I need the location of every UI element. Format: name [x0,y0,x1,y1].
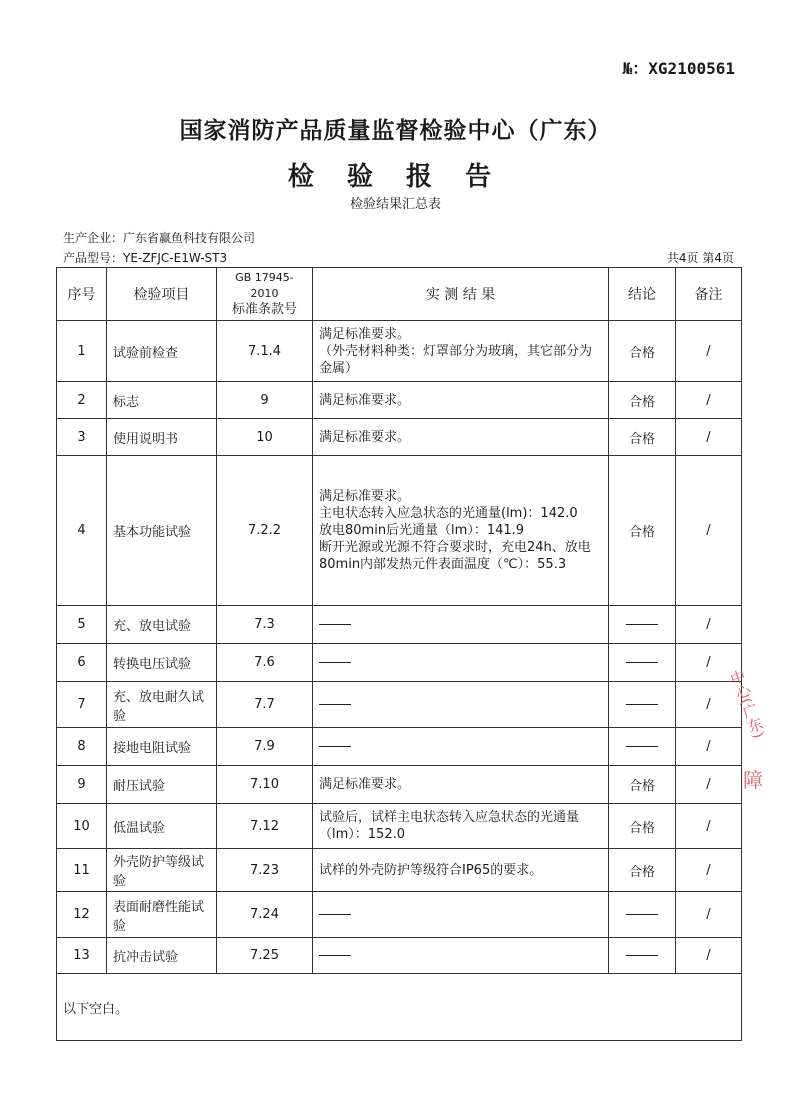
table-row [57,892,742,938]
row-conclusion [609,938,676,974]
header-standard-line1: GB 17945-2010 [235,271,294,300]
row-result: 试验后，试样主电状态转入应急状态的光通量（lm）：152.0 [313,804,609,849]
row-remark: / [676,456,742,606]
row-result [313,892,609,938]
official-seal [726,667,791,792]
row-result [313,682,609,728]
row-number: 1 [57,321,107,382]
empty-dash [626,955,658,956]
row-item: 充、放电试验 [107,606,217,644]
row-number: 13 [57,938,107,974]
row-clause: 9 [217,382,313,419]
row-result: 满足标准要求。 [313,382,609,419]
results-table [56,267,742,1041]
row-clause: 7.24 [217,892,313,938]
row-result: 满足标准要求。 （外壳材料种类：灯罩部分为玻璃，其它部分为金属） [313,321,609,382]
empty-dash [319,914,351,915]
table-row [57,606,742,644]
table-row [57,644,742,682]
report-number: №：XG2100561 [622,59,735,78]
row-item: 标志 [107,382,217,419]
row-item: 转换电压试验 [107,644,217,682]
table-header-row [57,268,742,321]
row-clause: 7.6 [217,644,313,682]
row-clause: 7.23 [217,849,313,892]
table-row [57,321,742,382]
row-conclusion [609,606,676,644]
row-clause: 7.10 [217,766,313,804]
row-item: 抗冲击试验 [107,938,217,974]
empty-dash [626,704,658,705]
table-row [57,804,742,849]
row-item: 表面耐磨性能试验 [107,892,217,938]
empty-dash [626,746,658,747]
manufacturer: 生产企业：广东省赢鱼科技有限公司 [63,231,256,245]
footer-row [57,974,742,1041]
row-result [313,644,609,682]
row-conclusion [609,682,676,728]
header-item: 检验项目 [107,268,217,321]
row-remark: / [676,804,742,849]
row-remark: / [676,849,742,892]
table-row [57,382,742,419]
row-number: 4 [57,456,107,606]
table-row [57,419,742,456]
table-row [57,728,742,766]
row-conclusion [609,728,676,766]
table-row [57,766,742,804]
header-standard [217,268,313,321]
doc-title: 检 验 报 告 [287,162,504,192]
row-conclusion: 合格 [609,804,676,849]
row-conclusion: 合格 [609,849,676,892]
empty-dash [319,624,351,625]
header-no: 序号 [57,268,107,321]
row-item: 外壳防护等级试验 [107,849,217,892]
row-result [313,938,609,974]
row-item: 低温试验 [107,804,217,849]
row-clause: 7.1.4 [217,321,313,382]
row-clause: 7.9 [217,728,313,766]
row-item: 接地电阻试验 [107,728,217,766]
empty-dash [319,746,351,747]
row-number: 3 [57,419,107,456]
table-row [57,938,742,974]
row-clause: 7.7 [217,682,313,728]
row-item: 耐压试验 [107,766,217,804]
row-conclusion: 合格 [609,456,676,606]
table-row [57,849,742,892]
row-number: 5 [57,606,107,644]
row-conclusion [609,892,676,938]
row-item: 试验前检查 [107,321,217,382]
row-clause: 10 [217,419,313,456]
page-info: 共4页 第4页 [666,251,734,265]
empty-dash [626,624,658,625]
row-remark: / [676,938,742,974]
row-number: 2 [57,382,107,419]
row-number: 12 [57,892,107,938]
empty-dash [626,914,658,915]
row-clause: 7.25 [217,938,313,974]
row-conclusion [609,644,676,682]
row-number: 9 [57,766,107,804]
row-number: 10 [57,804,107,849]
empty-dash [319,704,351,705]
row-conclusion: 合格 [609,766,676,804]
header-conclusion: 结论 [609,268,676,321]
row-number: 7 [57,682,107,728]
row-result: 满足标准要求。 [313,766,609,804]
row-item: 充、放电耐久试验 [107,682,217,728]
row-clause: 7.12 [217,804,313,849]
header-result: 实 测 结 果 [313,268,609,321]
empty-dash [319,662,351,663]
product-model: 产品型号：YE-ZFJC-E1W-ST3 [63,251,228,265]
row-result: 满足标准要求。 主电状态转入应急状态的光通量(lm)：142.0 放电80min后光通量（lm）：141.9 断开光源或光源不符合要求时，充电24h、放电80min内部发热元件表面温度（℃）：55.3 [313,456,609,606]
row-remark: / [676,766,742,804]
row-remark: / [676,321,742,382]
row-remark: / [676,892,742,938]
row-item: 基本功能试验 [107,456,217,606]
row-number: 11 [57,849,107,892]
row-remark: / [676,728,742,766]
table-row [57,682,742,728]
row-number: 8 [57,728,107,766]
row-conclusion: 合格 [609,321,676,382]
row-remark: / [676,382,742,419]
row-number: 6 [57,644,107,682]
center-title: 国家消防产品质量监督检验中心（广东） [179,118,612,144]
empty-dash [626,662,658,663]
seal-text-bottom: 障 [743,768,763,792]
row-conclusion: 合格 [609,419,676,456]
row-item: 使用说明书 [107,419,217,456]
row-clause: 7.3 [217,606,313,644]
row-remark: / [676,682,742,728]
row-result: 试样的外壳防护等级符合IP65的要求。 [313,849,609,892]
row-result: 满足标准要求。 [313,419,609,456]
row-remark: / [676,644,742,682]
empty-dash [319,955,351,956]
subtitle: 检验结果汇总表 [349,197,441,212]
header-remark: 备注 [676,268,742,321]
row-remark: / [676,419,742,456]
row-remark: / [676,606,742,644]
footer-note: 以下空白。 [57,974,742,1041]
row-result [313,606,609,644]
header-standard-line2: 标准条款号 [231,302,297,317]
seal-text-top: 中心(广东) [726,667,768,741]
row-result [313,728,609,766]
row-conclusion: 合格 [609,382,676,419]
table-row [57,456,742,606]
row-clause: 7.2.2 [217,456,313,606]
